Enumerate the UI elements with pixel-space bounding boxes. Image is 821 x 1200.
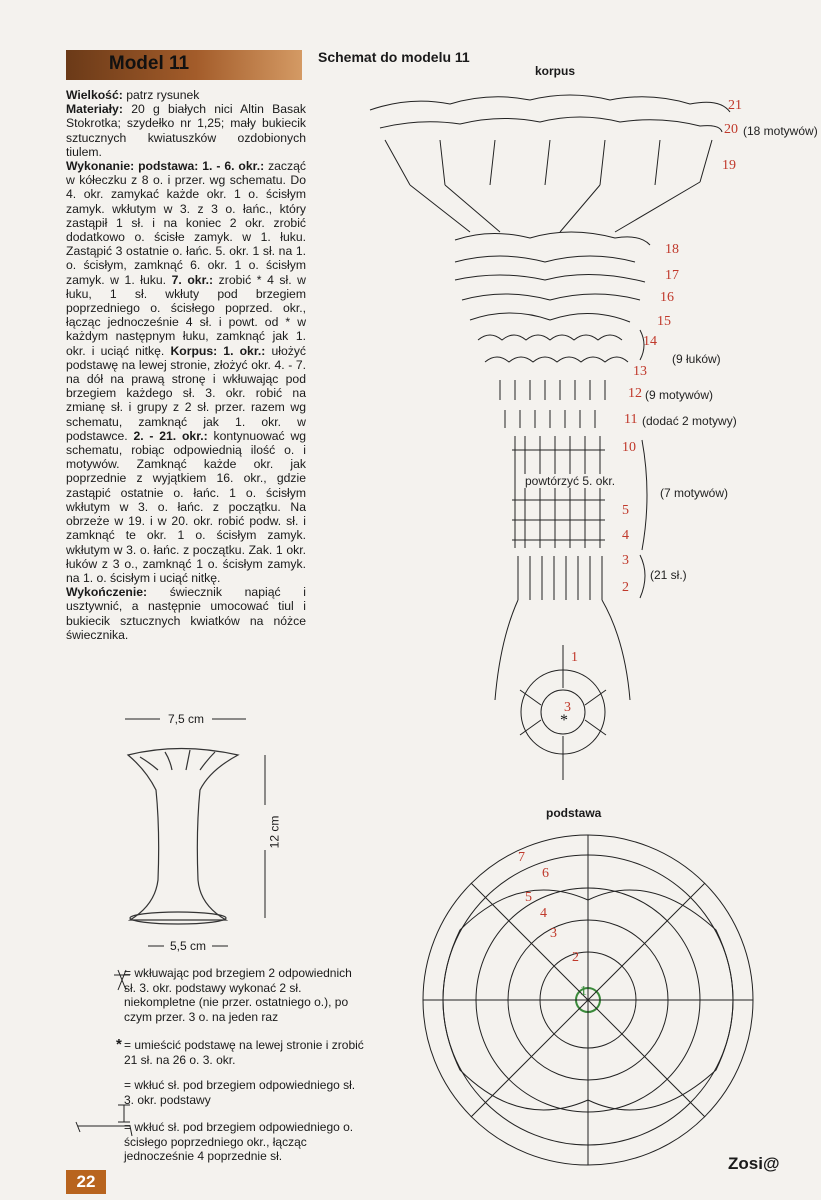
round-number: 1 xyxy=(580,984,587,999)
round-note: (21 sł.) xyxy=(650,568,687,582)
round-number: 10 xyxy=(622,440,636,455)
round-number: 21 xyxy=(728,98,742,113)
signature: Zosi@ xyxy=(728,1154,780,1173)
round-number: 3 xyxy=(622,553,629,568)
materials-line: Materiały: 20 g białych nici Altin Basak Stokrotka; szydełko nr 1,25; mały bukiecik sztucznych kwiatuszków ozdobionych tiulem. xyxy=(66,102,306,159)
round-note: (18 motywów) xyxy=(743,124,818,138)
round-number: 4 xyxy=(540,906,547,921)
round-number: 20 xyxy=(724,122,738,137)
korpus-label: korpus xyxy=(535,64,576,78)
round-number: 6 xyxy=(542,866,549,881)
round-note: (9 łuków) xyxy=(672,352,721,366)
round-number: 5 xyxy=(525,890,532,905)
page-number: 22 xyxy=(66,1170,106,1194)
round-number: 2 xyxy=(622,580,629,595)
round-number: 14 xyxy=(643,334,657,349)
size-line: Wielkość: patrz rysunek xyxy=(66,88,200,102)
round-number: 11 xyxy=(624,412,638,427)
finish-paragraph: Wykończenie: świecznik napiąć i usztywnić, a następnie umocować tiul i bukiecik sztucznych kwiatków na nóżce świecznika. xyxy=(66,585,306,642)
dimension-bottom: 5,5 cm xyxy=(170,939,207,953)
round-number: 19 xyxy=(722,158,736,173)
round-note: (dodać 2 motywy) xyxy=(642,414,737,428)
round-number: 17 xyxy=(665,268,679,283)
round-number: 3 xyxy=(550,926,557,941)
round-number: 7 xyxy=(518,850,525,865)
podstawa-label: podstawa xyxy=(546,806,602,820)
round-number: 5 xyxy=(622,503,629,518)
execution-paragraph: Wykonanie: podstawa: 1. - 6. okr.: zacząć w kółeczku z 8 o. i przer. wg schematu. Do 4. okr. zamykać każde okr. 1 o. ścisłym zamyk. wkłutym w 3. z 3 o. łańc., który zastąpił 1 sł. i na koniec 2 okr. zrobić dodatkowo o. ścisłe zamyk. w 1. łuku. Zastąpić 3 ostatnie o. łańc. 5. okr. 1 sł. na 1. o. ścisłym, zamknąć 6. okr. 1 o. ścisłym zamyk. w 1. łuku. 7. okr.: zrobić * 4 sł. w łuku, 1 sł. wkłuty pod brzegiem poprzedniego o. ścisłego poprzed. okr., łącząc jednocześnie 4 sł. i powt. od * w każdym następnym łuku, zamknąć jak 1. okr. i uciąć nitkę. Korpus: 1. okr.: ułożyć podstawę na lewej stronie, złożyć okr. 4. - 7. na dół na prawą stronę i wkłuwając pod brzegiem każdego sł. 3. okr. robić na zmianę sł. i grupy z 2 sł. przer. razem wg schematu, zamknąć jak 1. okr. w podstawce. 2. - 21. okr.: kontynuować wg schematu, robiąc odpowiednią ilość o. i motywów. Zamknąć każde okr. jak poprzednie z wyjątkiem 16. okr., gdzie zastąpić ostatnie o. łańc. 1 o. ścisłym wkłutym w 3. o. łańc. z początku. Na obrzeże w 19. i w 20. okr. robić podw. sł. i zamknąć te okr. 1 o. ścisłym zamyk. wkłutym w 3. o. łańc. z początku. Zak. 1 okr. łuków z 3 o., zamknąć 1 o. ścisłym zamyk. na 1. o. ścisłym i uciąć nitkę. xyxy=(66,159,307,585)
center-mark: 3 xyxy=(564,700,571,715)
repeat-note: powtórzyć 5. okr. xyxy=(522,474,618,488)
round-note: (9 motywów) xyxy=(645,388,714,402)
model-title: Model 11 xyxy=(108,53,190,74)
round-number: 16 xyxy=(660,290,674,305)
schemat-title: Schemat do modelu 11 xyxy=(318,49,470,65)
dimension-top: 7,5 cm xyxy=(168,712,205,726)
dimension-height: 12 cm xyxy=(267,815,282,849)
round-number: 15 xyxy=(657,314,671,329)
star-icon: * xyxy=(116,1036,122,1053)
round-note: (7 motywów) xyxy=(660,486,729,500)
candlestick-sketch xyxy=(128,749,238,925)
round-number: 4 xyxy=(622,528,629,543)
korpus-diagram xyxy=(370,95,730,780)
center-mark: 1 xyxy=(571,650,578,665)
round-number: 13 xyxy=(633,364,647,379)
podstawa-diagram xyxy=(423,835,753,1165)
star-icon: * xyxy=(560,712,568,729)
round-number: 12 xyxy=(628,386,642,401)
round-number: 18 xyxy=(665,242,679,257)
round-number: 2 xyxy=(572,950,579,965)
